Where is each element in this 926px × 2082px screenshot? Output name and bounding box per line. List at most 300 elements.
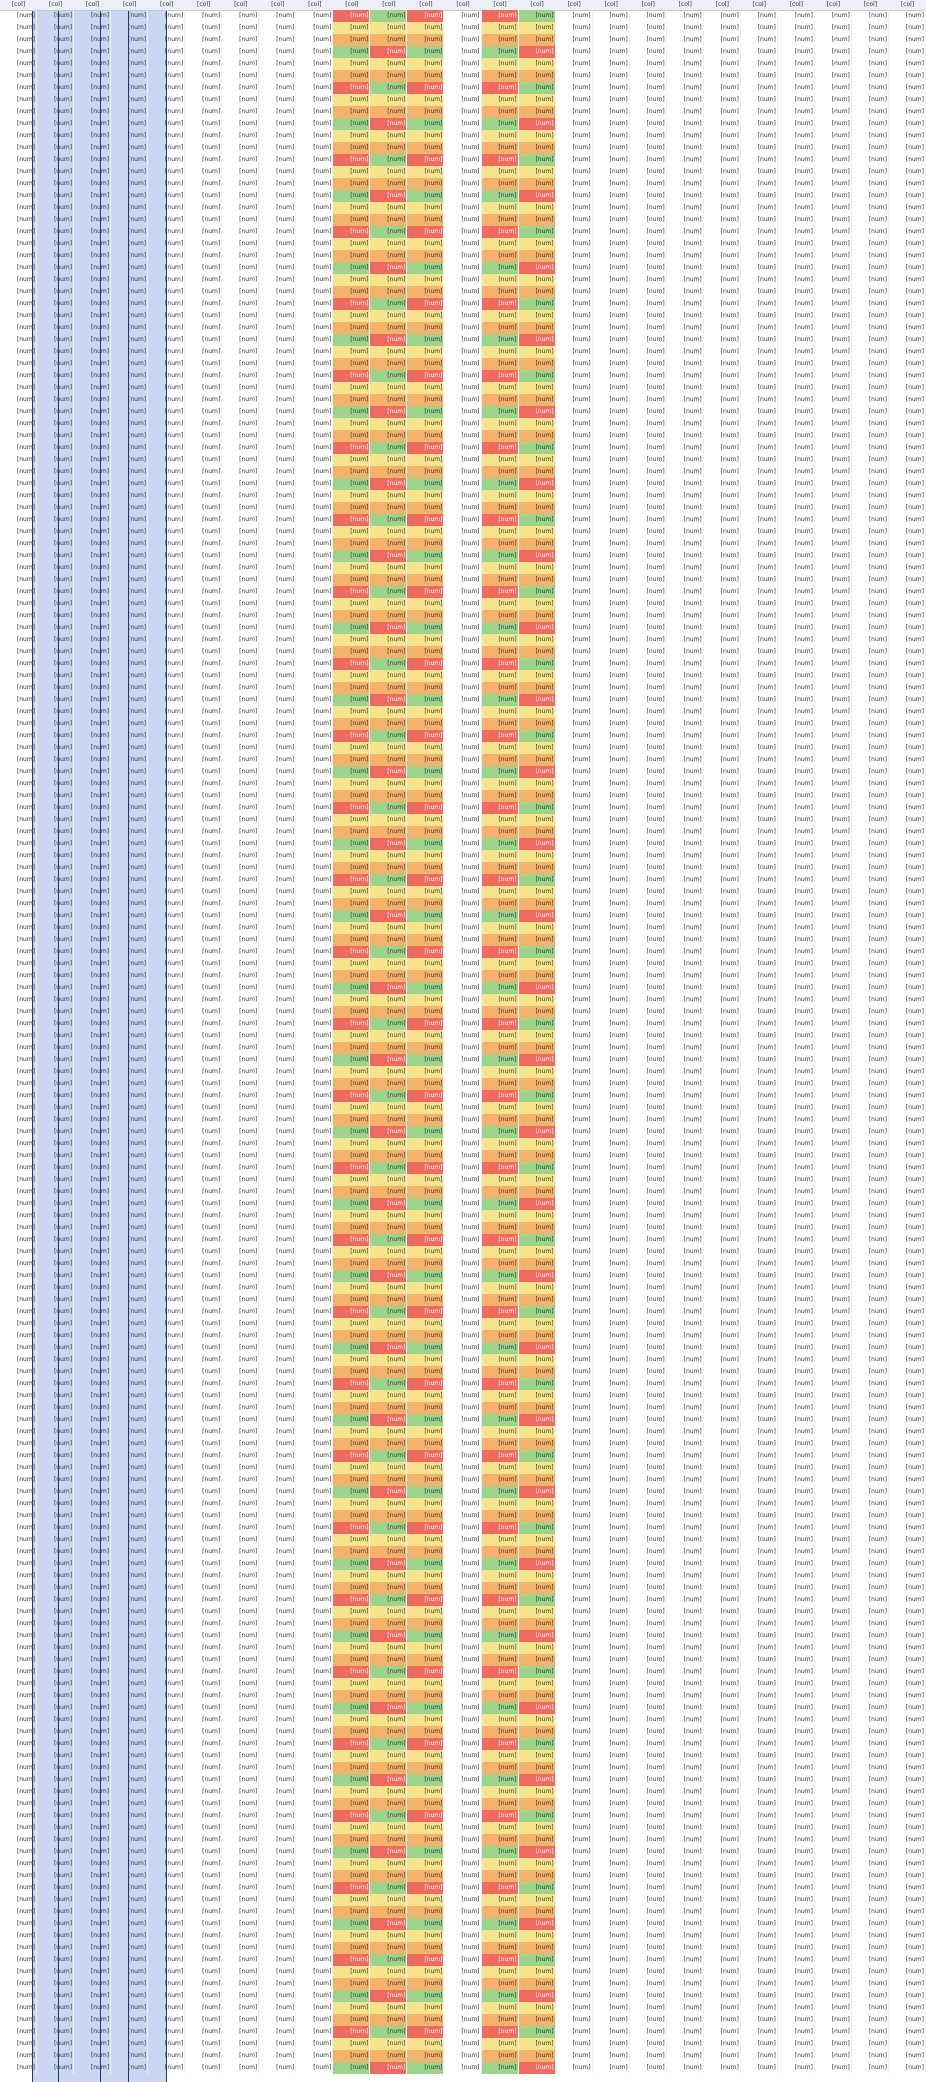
table-cell[interactable]: [num] xyxy=(148,1282,185,1294)
table-cell[interactable]: [num] xyxy=(741,154,778,166)
table-cell[interactable]: [num] xyxy=(593,1486,630,1498)
table-cell[interactable]: [num] xyxy=(333,658,370,670)
table-cell[interactable]: [num] xyxy=(0,1258,37,1270)
table-cell[interactable]: [num] xyxy=(704,1342,741,1354)
table-cell[interactable]: [num] xyxy=(704,334,741,346)
table-cell[interactable]: [num] xyxy=(296,838,333,850)
table-cell[interactable]: [num] xyxy=(741,478,778,490)
table-cell[interactable]: [num] xyxy=(407,538,444,550)
table-cell[interactable]: [num] xyxy=(704,1846,741,1858)
table-cell[interactable]: [num] xyxy=(0,958,37,970)
table-cell[interactable]: [num] xyxy=(222,1162,259,1174)
table-cell[interactable]: [num] xyxy=(0,478,37,490)
table-cell[interactable]: [num] xyxy=(519,838,556,850)
table-cell[interactable]: [num] xyxy=(630,1498,667,1510)
table-cell[interactable]: [num] xyxy=(852,526,889,538)
table-cell[interactable]: [num] xyxy=(333,1822,370,1834)
table-cell[interactable]: [num] xyxy=(296,802,333,814)
table-cell[interactable]: [num] xyxy=(74,214,111,226)
table-cell[interactable]: [num] xyxy=(667,190,704,202)
table-cell[interactable]: [num] xyxy=(519,922,556,934)
table-cell[interactable]: [num] xyxy=(889,1510,926,1522)
table-cell[interactable]: [num] xyxy=(37,238,74,250)
table-cell[interactable]: [num] xyxy=(704,1210,741,1222)
table-cell[interactable]: [num] xyxy=(370,1078,407,1090)
table-cell[interactable]: [num] xyxy=(0,1330,37,1342)
table-cell[interactable]: [num] xyxy=(185,814,222,826)
table-cell[interactable]: [num] xyxy=(111,1474,148,1486)
table-cell[interactable]: [num] xyxy=(259,1426,296,1438)
table-cell[interactable]: [num] xyxy=(407,70,444,82)
table-cell[interactable]: [num] xyxy=(889,994,926,1006)
table-cell[interactable]: [num] xyxy=(667,1426,704,1438)
table-cell[interactable]: [num] xyxy=(444,1918,481,1930)
table-cell[interactable]: [num] xyxy=(778,742,815,754)
table-cell[interactable]: [num] xyxy=(741,70,778,82)
table-cell[interactable]: [num] xyxy=(185,1402,222,1414)
table-cell[interactable]: [num] xyxy=(519,2026,556,2038)
table-cell[interactable]: [num] xyxy=(556,610,593,622)
table-cell[interactable]: [num] xyxy=(704,934,741,946)
table-cell[interactable]: [num] xyxy=(630,610,667,622)
table-cell[interactable]: [num] xyxy=(519,1102,556,1114)
table-cell[interactable]: [num] xyxy=(37,658,74,670)
table-cell[interactable]: [num] xyxy=(74,790,111,802)
table-cell[interactable]: [num] xyxy=(444,1942,481,1954)
table-cell[interactable]: [num] xyxy=(111,1186,148,1198)
table-cell[interactable]: [num] xyxy=(370,1774,407,1786)
table-cell[interactable]: [num] xyxy=(296,1606,333,1618)
table-cell[interactable]: [num] xyxy=(778,226,815,238)
table-cell[interactable]: [num] xyxy=(333,1558,370,1570)
table-cell[interactable]: [num] xyxy=(296,1918,333,1930)
table-cell[interactable]: [num] xyxy=(259,1378,296,1390)
table-cell[interactable]: [num] xyxy=(778,406,815,418)
table-cell[interactable]: [num] xyxy=(889,586,926,598)
table-cell[interactable]: [num] xyxy=(222,766,259,778)
table-cell[interactable]: [num] xyxy=(74,1882,111,1894)
table-cell[interactable]: [num] xyxy=(778,1042,815,1054)
table-cell[interactable]: [num] xyxy=(370,1510,407,1522)
table-cell[interactable]: [num] xyxy=(704,1306,741,1318)
table-cell[interactable]: [num] xyxy=(778,754,815,766)
table-cell[interactable]: [num] xyxy=(667,1246,704,1258)
table-cell[interactable]: [num] xyxy=(111,406,148,418)
table-cell[interactable]: [num] xyxy=(370,1222,407,1234)
table-cell[interactable]: [num] xyxy=(778,1522,815,1534)
table-cell[interactable]: [num] xyxy=(630,730,667,742)
table-cell[interactable]: [num] xyxy=(185,1930,222,1942)
table-cell[interactable]: [num] xyxy=(482,1666,519,1678)
table-cell[interactable]: [num] xyxy=(482,178,519,190)
table-cell[interactable]: [num] xyxy=(148,178,185,190)
table-cell[interactable]: [num] xyxy=(889,1498,926,1510)
table-cell[interactable]: [num] xyxy=(556,262,593,274)
table-cell[interactable]: [num] xyxy=(0,214,37,226)
table-cell[interactable]: [num] xyxy=(407,1690,444,1702)
table-cell[interactable]: [num] xyxy=(593,250,630,262)
table-cell[interactable]: [num] xyxy=(852,94,889,106)
table-cell[interactable]: [num] xyxy=(593,1474,630,1486)
table-cell[interactable]: [num] xyxy=(74,646,111,658)
table-cell[interactable]: [num] xyxy=(667,1954,704,1966)
table-cell[interactable]: [num] xyxy=(815,874,852,886)
table-cell[interactable]: [num] xyxy=(519,442,556,454)
table-cell[interactable]: [num] xyxy=(630,1702,667,1714)
table-cell[interactable]: [num] xyxy=(296,658,333,670)
table-cell[interactable]: [num] xyxy=(0,706,37,718)
table-cell[interactable]: [num] xyxy=(37,22,74,34)
table-cell[interactable]: [num] xyxy=(407,1654,444,1666)
table-cell[interactable]: [num] xyxy=(37,1498,74,1510)
table-cell[interactable]: [num] xyxy=(556,910,593,922)
table-cell[interactable]: [num] xyxy=(630,454,667,466)
table-cell[interactable]: [num] xyxy=(185,1522,222,1534)
table-cell[interactable]: [num] xyxy=(444,2014,481,2026)
table-cell[interactable]: [num] xyxy=(333,1342,370,1354)
table-cell[interactable]: [num] xyxy=(593,58,630,70)
table-cell[interactable]: [num] xyxy=(37,1042,74,1054)
table-cell[interactable]: [num] xyxy=(741,1198,778,1210)
table-cell[interactable]: [num] xyxy=(37,94,74,106)
table-cell[interactable]: [num] xyxy=(333,538,370,550)
table-cell[interactable]: [num] xyxy=(852,754,889,766)
table-cell[interactable]: [num] xyxy=(407,1606,444,1618)
table-cell[interactable]: [num] xyxy=(852,1438,889,1450)
table-cell[interactable]: [num] xyxy=(111,1426,148,1438)
table-cell[interactable]: [num] xyxy=(37,262,74,274)
table-cell[interactable]: [num] xyxy=(741,1966,778,1978)
table-cell[interactable]: [num] xyxy=(852,2062,889,2074)
table-cell[interactable]: [num] xyxy=(370,1114,407,1126)
table-cell[interactable]: [num] xyxy=(37,1978,74,1990)
table-cell[interactable]: [num] xyxy=(482,166,519,178)
table-cell[interactable]: [num] xyxy=(37,1078,74,1090)
table-cell[interactable]: [num] xyxy=(778,1474,815,1486)
table-cell[interactable]: [num] xyxy=(444,1450,481,1462)
table-cell[interactable]: [num] xyxy=(741,202,778,214)
table-cell[interactable]: [num] xyxy=(704,1822,741,1834)
table-cell[interactable]: [num] xyxy=(111,1006,148,1018)
table-cell[interactable]: [num] xyxy=(111,1954,148,1966)
table-cell[interactable]: [num] xyxy=(259,1294,296,1306)
table-cell[interactable]: [num] xyxy=(852,1366,889,1378)
table-cell[interactable]: [num] xyxy=(222,490,259,502)
table-cell[interactable]: [num] xyxy=(0,550,37,562)
table-cell[interactable]: [num] xyxy=(222,250,259,262)
table-cell[interactable]: [num] xyxy=(0,1222,37,1234)
table-cell[interactable]: [num] xyxy=(370,1126,407,1138)
table-cell[interactable]: [num] xyxy=(815,826,852,838)
table-cell[interactable]: [num] xyxy=(667,670,704,682)
table-cell[interactable]: [num] xyxy=(741,1462,778,1474)
table-cell[interactable]: [num] xyxy=(778,346,815,358)
table-cell[interactable]: [num] xyxy=(148,1594,185,1606)
table-cell[interactable]: [num] xyxy=(37,1882,74,1894)
table-cell[interactable]: [num] xyxy=(815,1126,852,1138)
table-cell[interactable]: [num] xyxy=(704,286,741,298)
table-cell[interactable]: [num] xyxy=(185,802,222,814)
table-cell[interactable]: [num] xyxy=(741,1930,778,1942)
table-cell[interactable]: [num] xyxy=(370,1198,407,1210)
table-cell[interactable]: [num] xyxy=(185,226,222,238)
table-cell[interactable]: [num] xyxy=(519,2038,556,2050)
table-cell[interactable]: [num] xyxy=(370,478,407,490)
table-cell[interactable]: [num] xyxy=(482,1522,519,1534)
table-cell[interactable]: [num] xyxy=(111,490,148,502)
table-cell[interactable]: [num] xyxy=(704,1258,741,1270)
table-cell[interactable]: [num] xyxy=(111,1702,148,1714)
table-cell[interactable]: [num] xyxy=(667,130,704,142)
table-cell[interactable]: [num] xyxy=(148,250,185,262)
table-cell[interactable]: [num] xyxy=(444,622,481,634)
table-cell[interactable]: [num] xyxy=(630,1954,667,1966)
table-cell[interactable]: [num] xyxy=(630,1570,667,1582)
column-header[interactable]: [col] xyxy=(715,1,729,8)
table-cell[interactable]: [num] xyxy=(185,1042,222,1054)
table-cell[interactable]: [num] xyxy=(37,946,74,958)
table-cell[interactable]: [num] xyxy=(407,370,444,382)
table-cell[interactable]: [num] xyxy=(37,178,74,190)
table-cell[interactable]: [num] xyxy=(296,250,333,262)
table-cell[interactable]: [num] xyxy=(482,1354,519,1366)
table-cell[interactable]: [num] xyxy=(778,2038,815,2050)
table-cell[interactable]: [num] xyxy=(630,1186,667,1198)
table-cell[interactable]: [num] xyxy=(519,1402,556,1414)
table-cell[interactable]: [num] xyxy=(889,886,926,898)
table-cell[interactable]: [num] xyxy=(519,694,556,706)
table-cell[interactable]: [num] xyxy=(852,1558,889,1570)
table-cell[interactable]: [num] xyxy=(741,1378,778,1390)
table-cell[interactable]: [num] xyxy=(630,862,667,874)
table-cell[interactable]: [num] xyxy=(667,1270,704,1282)
table-cell[interactable]: [num] xyxy=(37,682,74,694)
table-cell[interactable]: [num] xyxy=(778,1750,815,1762)
table-cell[interactable]: [num] xyxy=(111,1414,148,1426)
column-header[interactable]: [col] xyxy=(567,1,581,8)
table-cell[interactable]: [num] xyxy=(593,1858,630,1870)
table-cell[interactable]: [num] xyxy=(482,790,519,802)
table-cell[interactable]: [num] xyxy=(815,430,852,442)
table-cell[interactable]: [num] xyxy=(185,394,222,406)
table-cell[interactable]: [num] xyxy=(889,346,926,358)
table-cell[interactable]: [num] xyxy=(259,70,296,82)
table-cell[interactable]: [num] xyxy=(778,430,815,442)
table-cell[interactable]: [num] xyxy=(111,250,148,262)
table-cell[interactable]: [num] xyxy=(185,1210,222,1222)
table-cell[interactable]: [num] xyxy=(37,1222,74,1234)
table-cell[interactable]: [num] xyxy=(482,682,519,694)
table-cell[interactable]: [num] xyxy=(815,1978,852,1990)
table-cell[interactable]: [num] xyxy=(852,1006,889,1018)
table-cell[interactable]: [num] xyxy=(815,1750,852,1762)
table-cell[interactable]: [num] xyxy=(852,1030,889,1042)
table-cell[interactable]: [num] xyxy=(444,550,481,562)
table-cell[interactable]: [num] xyxy=(519,1726,556,1738)
table-cell[interactable]: [num] xyxy=(704,1978,741,1990)
table-cell[interactable]: [num] xyxy=(593,1402,630,1414)
table-cell[interactable]: [num] xyxy=(333,1066,370,1078)
table-cell[interactable]: [num] xyxy=(741,1762,778,1774)
table-cell[interactable]: [num] xyxy=(482,1258,519,1270)
table-cell[interactable]: [num] xyxy=(778,898,815,910)
table-cell[interactable]: [num] xyxy=(37,334,74,346)
table-cell[interactable]: [num] xyxy=(111,646,148,658)
table-cell[interactable]: [num] xyxy=(556,886,593,898)
table-cell[interactable]: [num] xyxy=(259,886,296,898)
table-cell[interactable]: [num] xyxy=(889,1522,926,1534)
table-cell[interactable]: [num] xyxy=(0,1018,37,1030)
table-cell[interactable]: [num] xyxy=(222,2026,259,2038)
table-cell[interactable]: [num] xyxy=(407,1462,444,1474)
table-cell[interactable]: [num] xyxy=(37,34,74,46)
table-cell[interactable]: [num] xyxy=(370,70,407,82)
table-cell[interactable]: [num] xyxy=(593,1198,630,1210)
table-cell[interactable]: [num] xyxy=(889,1654,926,1666)
table-cell[interactable]: [num] xyxy=(889,538,926,550)
table-cell[interactable]: [num] xyxy=(0,22,37,34)
table-cell[interactable]: [num] xyxy=(519,670,556,682)
table-cell[interactable]: [num] xyxy=(148,1054,185,1066)
table-cell[interactable]: [num] xyxy=(74,1762,111,1774)
table-cell[interactable]: [num] xyxy=(482,394,519,406)
table-cell[interactable]: [num] xyxy=(889,94,926,106)
table-cell[interactable]: [num] xyxy=(74,1222,111,1234)
table-cell[interactable]: [num] xyxy=(519,1966,556,1978)
table-cell[interactable]: [num] xyxy=(519,1018,556,1030)
table-cell[interactable]: [num] xyxy=(185,922,222,934)
table-cell[interactable]: [num] xyxy=(296,1498,333,1510)
table-cell[interactable]: [num] xyxy=(259,526,296,538)
table-cell[interactable]: [num] xyxy=(259,2062,296,2074)
table-cell[interactable]: [num] xyxy=(74,1210,111,1222)
table-cell[interactable]: [num] xyxy=(704,946,741,958)
table-cell[interactable]: [num] xyxy=(482,1114,519,1126)
table-cell[interactable]: [num] xyxy=(593,886,630,898)
table-cell[interactable]: [num] xyxy=(148,346,185,358)
table-cell[interactable]: [num] xyxy=(815,382,852,394)
table-cell[interactable]: [num] xyxy=(259,466,296,478)
table-cell[interactable]: [num] xyxy=(630,1762,667,1774)
table-cell[interactable]: [num] xyxy=(333,1594,370,1606)
table-cell[interactable]: [num] xyxy=(222,322,259,334)
table-cell[interactable]: [num] xyxy=(519,1462,556,1474)
table-cell[interactable]: [num] xyxy=(259,334,296,346)
table-cell[interactable]: [num] xyxy=(259,298,296,310)
table-cell[interactable]: [num] xyxy=(407,1846,444,1858)
table-cell[interactable]: [num] xyxy=(407,1762,444,1774)
table-cell[interactable]: [num] xyxy=(407,1726,444,1738)
table-cell[interactable]: [num] xyxy=(185,118,222,130)
table-cell[interactable]: [num] xyxy=(852,1726,889,1738)
table-cell[interactable]: [num] xyxy=(37,1810,74,1822)
table-cell[interactable]: [num] xyxy=(667,1210,704,1222)
table-cell[interactable]: [num] xyxy=(778,1546,815,1558)
table-cell[interactable]: [num] xyxy=(556,1066,593,1078)
table-cell[interactable]: [num] xyxy=(296,1390,333,1402)
table-cell[interactable]: [num] xyxy=(74,1750,111,1762)
table-cell[interactable]: [num] xyxy=(815,742,852,754)
table-cell[interactable]: [num] xyxy=(296,2002,333,2014)
table-cell[interactable]: [num] xyxy=(222,574,259,586)
table-cell[interactable]: [num] xyxy=(704,826,741,838)
table-cell[interactable]: [num] xyxy=(815,1606,852,1618)
table-cell[interactable]: [num] xyxy=(852,1918,889,1930)
table-cell[interactable]: [num] xyxy=(370,1522,407,1534)
table-cell[interactable]: [num] xyxy=(370,1630,407,1642)
table-cell[interactable]: [num] xyxy=(407,1702,444,1714)
table-cell[interactable]: [num] xyxy=(815,1354,852,1366)
table-cell[interactable]: [num] xyxy=(593,982,630,994)
table-cell[interactable]: [num] xyxy=(667,1714,704,1726)
table-cell[interactable]: [num] xyxy=(296,1282,333,1294)
table-cell[interactable]: [num] xyxy=(259,286,296,298)
table-cell[interactable]: [num] xyxy=(407,1870,444,1882)
table-cell[interactable]: [num] xyxy=(444,70,481,82)
table-cell[interactable]: [num] xyxy=(222,262,259,274)
table-cell[interactable]: [num] xyxy=(333,70,370,82)
table-cell[interactable]: [num] xyxy=(556,2002,593,2014)
table-cell[interactable]: [num] xyxy=(519,814,556,826)
table-cell[interactable]: [num] xyxy=(852,70,889,82)
table-cell[interactable]: [num] xyxy=(74,1402,111,1414)
table-cell[interactable]: [num] xyxy=(37,1822,74,1834)
table-cell[interactable]: [num] xyxy=(333,1582,370,1594)
table-cell[interactable]: [num] xyxy=(259,874,296,886)
table-cell[interactable]: [num] xyxy=(74,1306,111,1318)
table-cell[interactable]: [num] xyxy=(704,1114,741,1126)
table-cell[interactable]: [num] xyxy=(889,1690,926,1702)
table-cell[interactable]: [num] xyxy=(333,454,370,466)
table-cell[interactable]: [num] xyxy=(148,2038,185,2050)
table-cell[interactable]: [num] xyxy=(407,22,444,34)
table-cell[interactable]: [num] xyxy=(815,1690,852,1702)
table-cell[interactable]: [num] xyxy=(444,1222,481,1234)
table-cell[interactable]: [num] xyxy=(704,1234,741,1246)
table-cell[interactable]: [num] xyxy=(852,130,889,142)
table-cell[interactable]: [num] xyxy=(444,1534,481,1546)
table-cell[interactable]: [num] xyxy=(630,706,667,718)
table-cell[interactable]: [num] xyxy=(185,1690,222,1702)
table-cell[interactable]: [num] xyxy=(852,922,889,934)
table-cell[interactable]: [num] xyxy=(148,658,185,670)
table-cell[interactable]: [num] xyxy=(296,166,333,178)
table-cell[interactable]: [num] xyxy=(222,874,259,886)
table-cell[interactable]: [num] xyxy=(444,1654,481,1666)
table-cell[interactable]: [num] xyxy=(667,778,704,790)
table-cell[interactable]: [num] xyxy=(482,646,519,658)
table-cell[interactable]: [num] xyxy=(370,1318,407,1330)
table-cell[interactable]: [num] xyxy=(741,790,778,802)
table-cell[interactable]: [num] xyxy=(852,1402,889,1414)
table-cell[interactable]: [num] xyxy=(333,430,370,442)
table-cell[interactable]: [num] xyxy=(74,1954,111,1966)
table-cell[interactable]: [num] xyxy=(148,694,185,706)
table-cell[interactable]: [num] xyxy=(407,802,444,814)
table-cell[interactable]: [num] xyxy=(778,1174,815,1186)
table-cell[interactable]: [num] xyxy=(444,1522,481,1534)
table-cell[interactable]: [num] xyxy=(222,1966,259,1978)
table-cell[interactable]: [num] xyxy=(667,934,704,946)
table-cell[interactable]: [num] xyxy=(37,58,74,70)
table-cell[interactable]: [num] xyxy=(222,1294,259,1306)
table-cell[interactable]: [num] xyxy=(333,1366,370,1378)
table-cell[interactable]: [num] xyxy=(407,1186,444,1198)
table-cell[interactable]: [num] xyxy=(333,970,370,982)
table-cell[interactable]: [num] xyxy=(593,190,630,202)
table-cell[interactable]: [num] xyxy=(519,1318,556,1330)
table-cell[interactable]: [num] xyxy=(37,430,74,442)
